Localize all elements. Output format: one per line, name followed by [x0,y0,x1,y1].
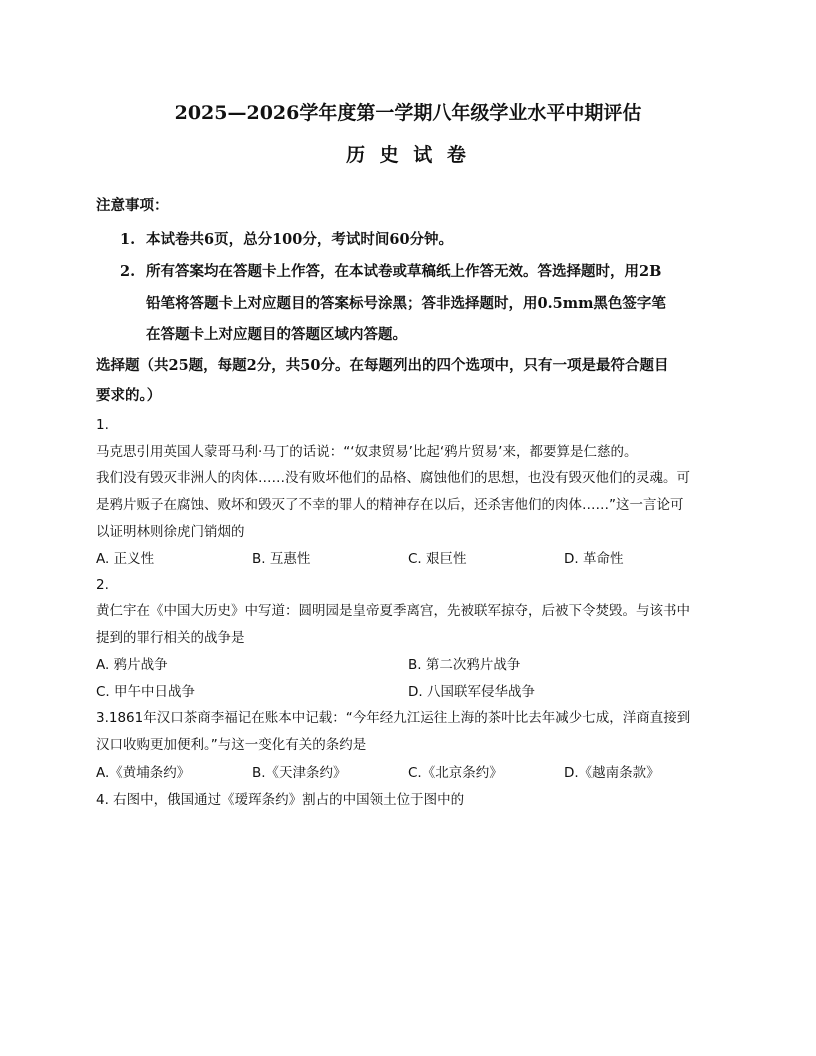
notice-item-2-line-3: 在答题卡上对应题目的答题区域内答题。 [146,326,407,343]
exam-title: 2025—2026学年度第一学期八年级学业水平中期评估 [174,102,642,124]
question-3-stem-line: 汉口收购更加便利。”与这一变化有关的条约是 [96,737,367,753]
section-instructions-line-1: 选择题（共25题，每题2分，共50分。在每题列出的四个选项中，只有一项是最符合题目 [96,357,669,374]
question-2-number: 2. [96,577,109,593]
question-2-option-a[interactable]: A. 鸦片战争 [96,657,168,673]
question-1-stem-line: 以证明林则徐虎门销烟的 [96,524,245,540]
question-2-option-b[interactable]: B. 第二次鸦片战争 [408,657,521,673]
question-3-option-a[interactable]: A.《黄埔条约》 [96,765,191,781]
subject-title: 历 史 试 卷 [346,144,470,166]
question-3-option-d[interactable]: D.《越南条款》 [564,765,660,781]
question-1-stem-line: 马克思引用英国人蒙哥马利·马丁的话说：“‘奴隶贸易’比起‘鸦片贸易’来，都要算是仁慈的。 [96,444,638,460]
notice-item-text: 所有答案均在答题卡上作答，在本试卷或草稿纸上作答无效。答选择题时，用2B [146,263,662,280]
question-2-stem-line: 提到的罪行相关的战争是 [96,630,245,646]
question-1-option-a[interactable]: A. 正义性 [96,551,155,567]
question-1-stem-line: 是鸦片贩子在腐蚀、败坏和毁灭了不幸的罪人的精神存在以后，还杀害他们的肉体……”这一言论可 [96,497,684,513]
question-1-stem-line: 我们没有毁灭非洲人的肉体……没有败坏他们的品格、腐蚀他们的思想，也没有毁灭他们的灵魂。可 [96,470,690,486]
question-2-option-c[interactable]: C. 甲午中日战争 [96,684,196,700]
question-2-stem-line: 黄仁宇在《中国大历史》中写道：圆明园是皇帝夏季离宫，先被联军掠夺，后被下令焚毁。与该书中 [96,603,690,619]
question-3-stem-line: 3.1861年汉口茶商李福记在账本中记载：“今年经九江运往上海的茶叶比去年减少七成，洋商直接到 [96,710,691,726]
question-3-option-b[interactable]: B.《天津条约》 [252,765,347,781]
question-1-option-d[interactable]: D. 革命性 [564,551,624,567]
question-1-option-c[interactable]: C. 艰巨性 [408,551,467,567]
question-1-option-b[interactable]: B. 互惠性 [252,551,311,567]
question-4-stem-line: 4. 右图中，俄国通过《瑷珲条约》割占的中国领土位于图中的 [96,792,465,808]
notice-item-text: 本试卷共6页，总分100分，考试时间60分钟。 [146,231,454,248]
question-2-option-d[interactable]: D. 八国联军侵华战争 [408,684,535,700]
question-1-number: 1. [96,417,109,433]
notice-heading: 注意事项： [96,197,169,214]
notice-item-2-line-2: 铅笔将答题卡上对应题目的答案标号涂黑；答非选择题时，用0.5mm黑色签字笔 [146,295,666,312]
section-instructions-line-2: 要求的。） [96,387,162,404]
notice-item-number: 1. [120,231,136,248]
question-3-option-c[interactable]: C.《北京条约》 [408,765,503,781]
notice-item-2 [120,259,744,285]
notice-item-1 [120,227,744,253]
notice-item-number: 2. [120,263,136,280]
